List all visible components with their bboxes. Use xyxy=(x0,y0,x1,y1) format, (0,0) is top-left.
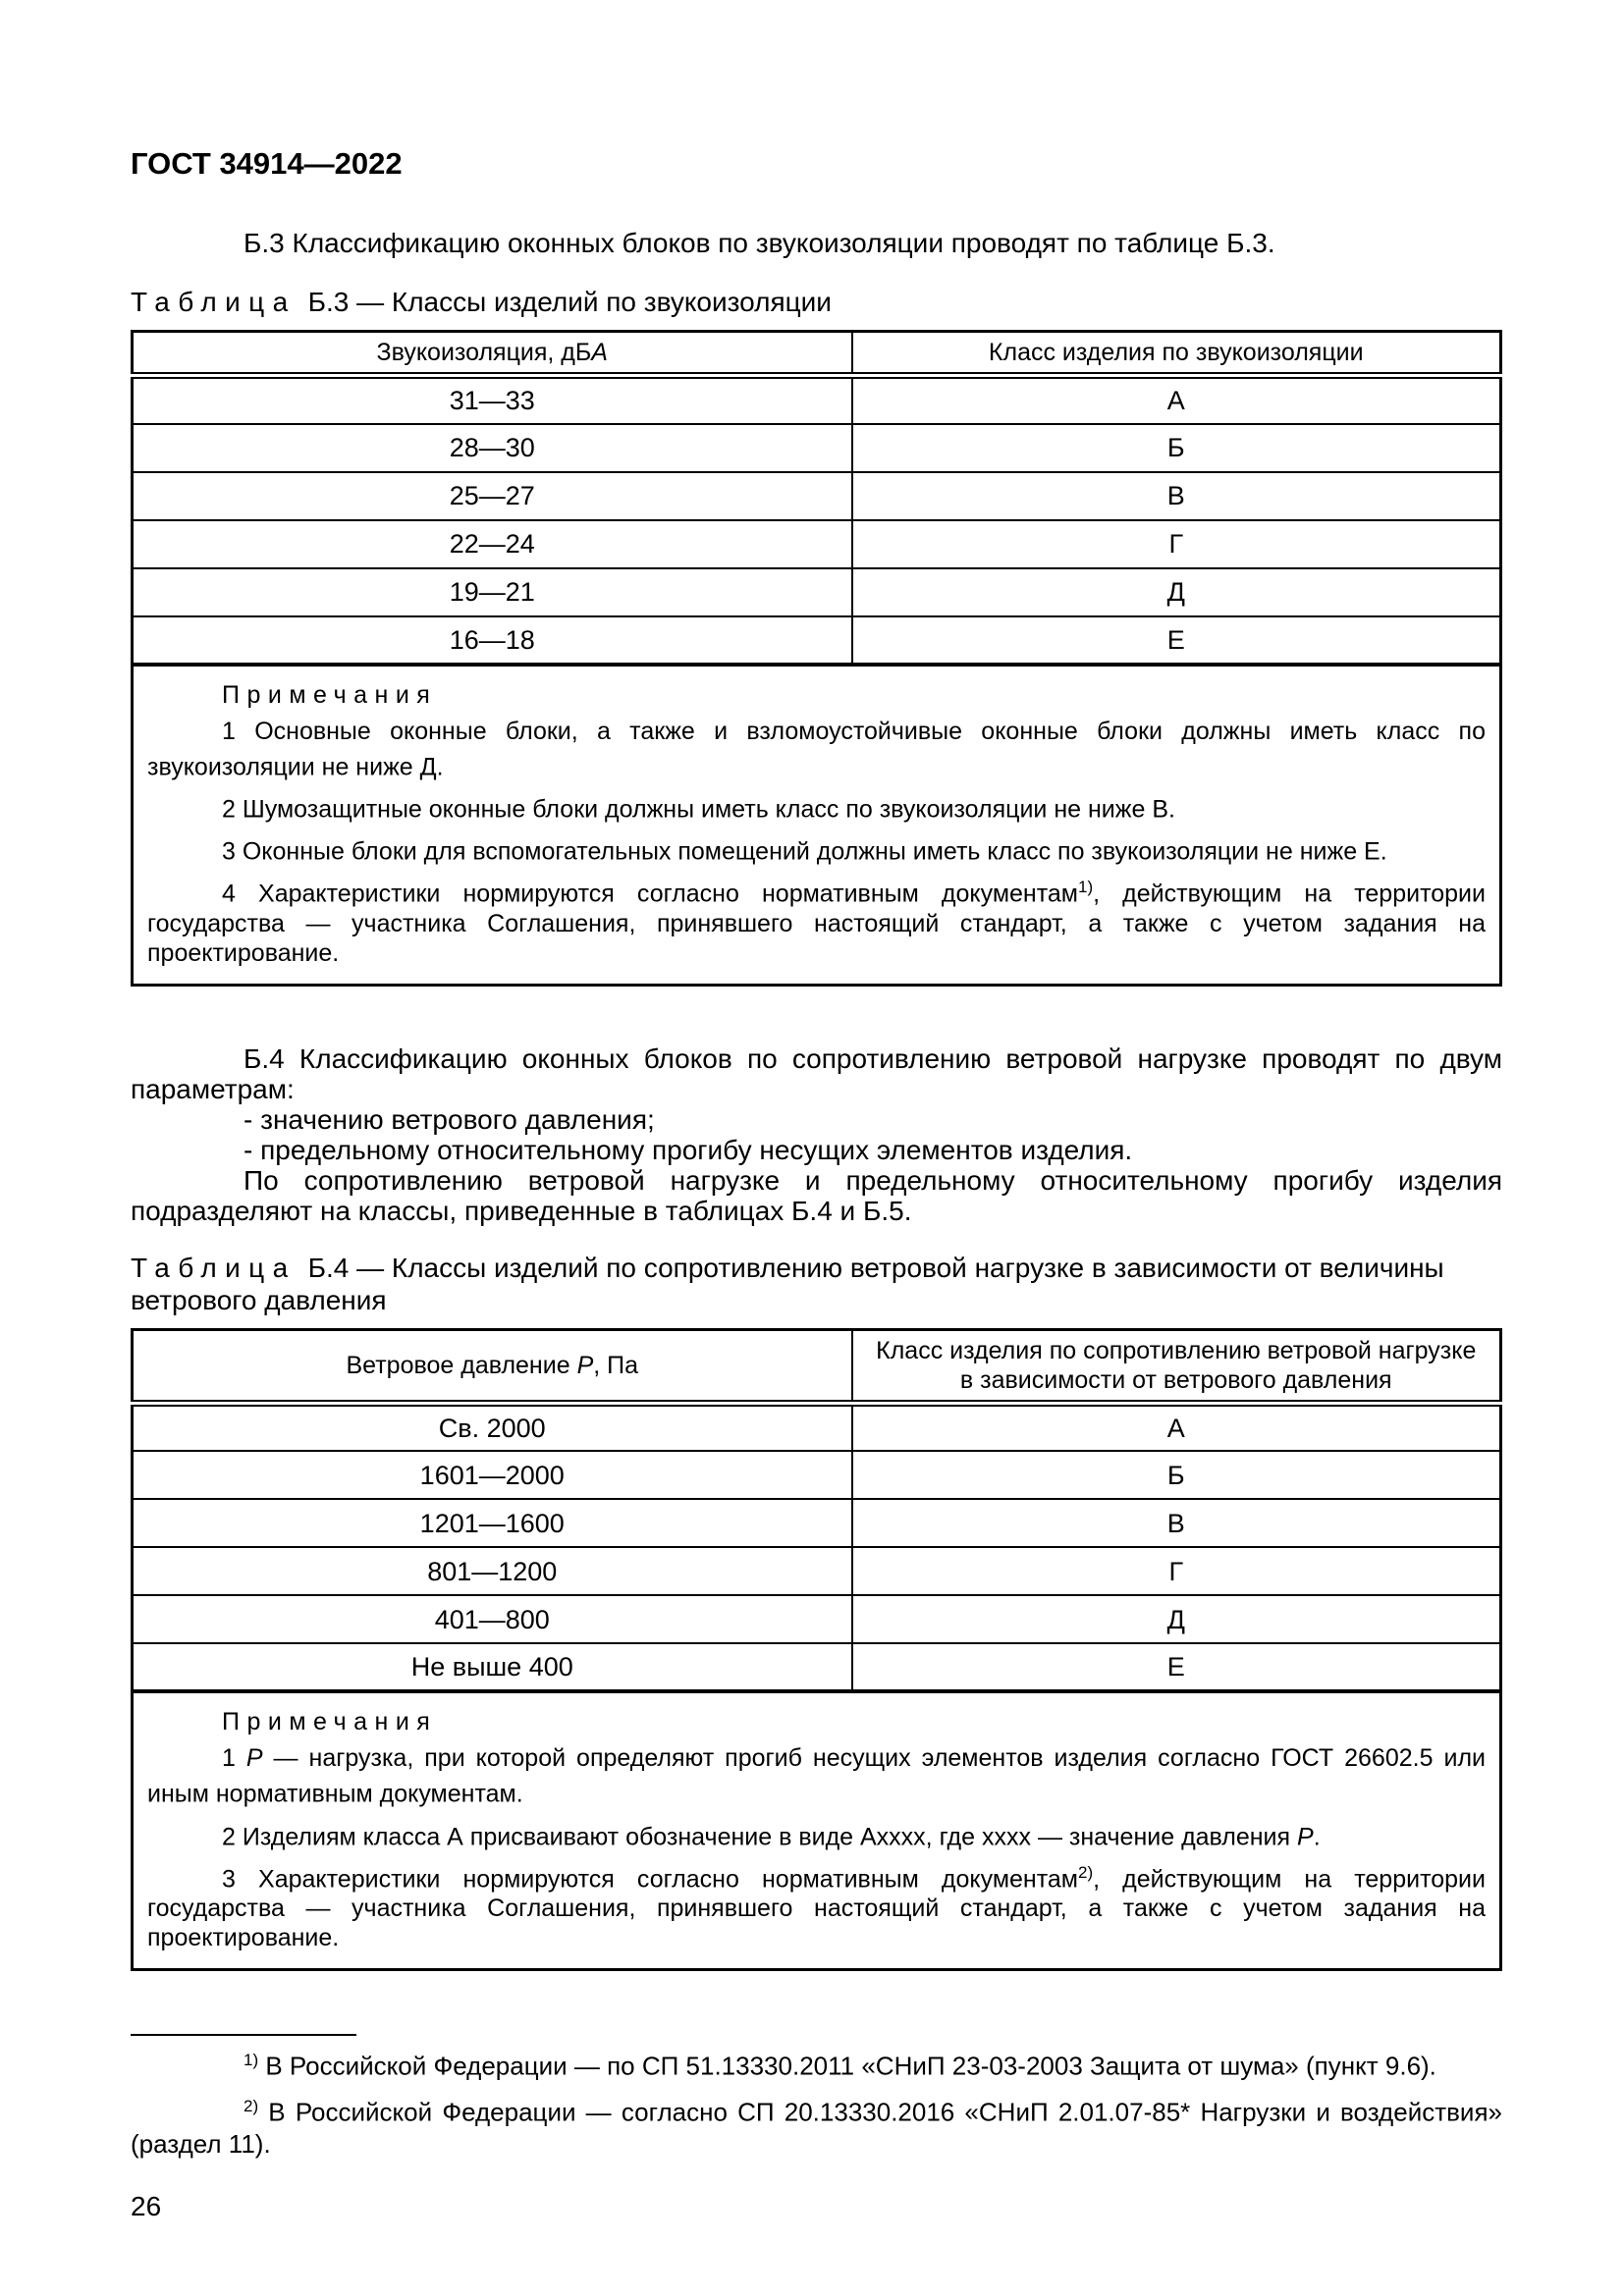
cell-range: Св. 2000 xyxy=(133,1403,852,1451)
table-b4-caption-number: Б.4 xyxy=(307,1252,350,1283)
cell-class: В xyxy=(852,472,1501,520)
notes-title: Примечания xyxy=(222,680,438,709)
table-row xyxy=(133,1451,1501,1499)
table-b4-col1-header: Ветровое давление Р, Па xyxy=(133,1329,852,1403)
cell-range: 22—24 xyxy=(133,520,852,568)
cell-range: 19—21 xyxy=(133,568,852,616)
notes-title: Примечания xyxy=(222,1708,438,1736)
table-row xyxy=(133,616,1501,665)
cell-range: 16—18 xyxy=(133,616,852,665)
table-row xyxy=(133,1547,1501,1595)
table-b4-col2-header: Класс изделия по сопротивлению ветровой нагрузке в зависимости от ветрового давления xyxy=(852,1329,1501,1403)
table-b4-caption-title: — Классы изделий по сопротивлению ветровой нагрузке в зависимости от величины ветрового давления xyxy=(131,1252,1444,1315)
cell-range: 1601—2000 xyxy=(133,1451,852,1499)
cell-class: В xyxy=(852,1499,1501,1547)
cell-range: 25—27 xyxy=(133,472,852,520)
cell-range: 1201—1600 xyxy=(133,1499,852,1547)
table-b3-col1-header: Звукоизоляция, дБА xyxy=(133,332,852,376)
cell-class: Е xyxy=(852,1643,1501,1691)
table-b3-caption xyxy=(131,286,1502,318)
cell-range: 401—800 xyxy=(133,1595,852,1643)
section-b4-list-item-2: - предельному относительному прогибу несущих элементов изделия. xyxy=(244,1134,1133,1165)
section-b3-intro: Б.3 Классификацию оконных блоков по звукоизоляции проводят по таблице Б.3. xyxy=(244,228,1275,258)
cell-class: Д xyxy=(852,568,1501,616)
cell-range: 801—1200 xyxy=(133,1547,852,1595)
table-b4-notes xyxy=(133,1691,1501,1969)
note-1: 1 Основные оконные блоки, а также и взломоустойчивые оконные блоки должны иметь класс по звукоизоляции не ниже Д. xyxy=(147,717,1486,780)
table-row xyxy=(133,568,1501,616)
table-row xyxy=(133,376,1501,424)
table-b3-notes xyxy=(133,665,1501,986)
table-b4-caption xyxy=(131,1252,1502,1316)
table-row xyxy=(133,1403,1501,1451)
table-b3 xyxy=(131,330,1502,987)
section-b4-intro: Б.4 Классификацию оконных блоков по сопротивлению ветровой нагрузке проводят по двум параметрам: xyxy=(131,1042,1502,1104)
table-row xyxy=(133,1595,1501,1643)
note-3: 3 Оконные блоки для вспомогательных помещений должны иметь класс по звукоизоляции не ниже Е. xyxy=(222,837,1387,866)
table-b4-caption-word: Таблица xyxy=(131,1252,297,1283)
table-b4-header-row xyxy=(133,1329,1501,1403)
footnotes-area xyxy=(131,2034,1502,2159)
table-row xyxy=(133,1499,1501,1547)
cell-class: Г xyxy=(852,520,1501,568)
page-content xyxy=(131,0,1502,2222)
footnote-separator xyxy=(131,2034,356,2036)
cell-range: 28—30 xyxy=(133,424,852,472)
note-2: 2 Изделиям класса А присваивают обозначение в виде Ахххх, где хххх — значение давления Р. xyxy=(222,1822,1321,1850)
page-number: 26 xyxy=(131,2190,162,2221)
cell-class: А xyxy=(852,376,1501,424)
cell-class: Б xyxy=(852,1451,1501,1499)
table-b4-notes-row xyxy=(133,1691,1501,1969)
section-b4-list-item-1: - значению ветрового давления; xyxy=(244,1103,655,1135)
cell-class: Е xyxy=(852,616,1501,665)
table-row xyxy=(133,520,1501,568)
cell-class: А xyxy=(852,1403,1501,1451)
table-b3-col2-header: Класс изделия по звукоизоляции xyxy=(852,332,1501,376)
table-b3-header-row xyxy=(133,332,1501,376)
doc-number: ГОСТ 34914—2022 xyxy=(131,146,403,181)
cell-range: Не выше 400 xyxy=(133,1643,852,1691)
section-b4-para: По сопротивлению ветровой нагрузке и предельному относительному прогибу изделия подразделяют на классы, приведенные в таблицах Б.4 и Б.5. xyxy=(131,1164,1502,1226)
table-b4 xyxy=(131,1328,1502,1971)
table-b3-caption-title: — Классы изделий по звукоизоляции xyxy=(356,287,832,317)
cell-range: 31—33 xyxy=(133,376,852,424)
section-b4 xyxy=(131,1043,1502,1226)
cell-class: Б xyxy=(852,424,1501,472)
note-3: 3 Характеристики нормируются согласно нормативным документам$^{2)}$, действующим на территории государства — участника Соглашения, принявшего настоящий стандарт, а также с учетом задания на проектирование. xyxy=(147,1862,1486,1952)
footnote-1: $^{1)}$ В Российской Федерации — по СП 51.13330.2011 «СНиП 23-03-2003 Защита от шума» (пункт 9.6). xyxy=(244,2051,1436,2081)
cell-class: Д xyxy=(852,1595,1501,1643)
footnote-2: $^{2)}$ В Российской Федерации — согласно СП 20.13330.2016 «СНиП 2.01.07-85* Нагрузки и воздействия» (раздел 11). xyxy=(131,2096,1502,2159)
table-row xyxy=(133,472,1501,520)
note-1: 1 Р — нагрузка, при которой определяют прогиб несущих элементов изделия согласно ГОСТ 26602.5 или иным нормативным документам. xyxy=(147,1744,1486,1808)
table-b3-notes-row xyxy=(133,665,1501,986)
table-b3-caption-word: Таблица xyxy=(131,287,297,317)
note-4: 4 Характеристики нормируются согласно нормативным документам$^{1)}$, действующим на территории государства — участника Соглашения, принявшего настоящий стандарт, а также с учетом задания на проектирование. xyxy=(147,878,1486,967)
table-row xyxy=(133,424,1501,472)
table-row xyxy=(133,1643,1501,1691)
note-2: 2 Шумозащитные оконные блоки должны иметь класс по звукоизоляции не ниже В. xyxy=(222,795,1175,824)
cell-class: Г xyxy=(852,1547,1501,1595)
table-b3-caption-number: Б.3 xyxy=(307,287,350,317)
